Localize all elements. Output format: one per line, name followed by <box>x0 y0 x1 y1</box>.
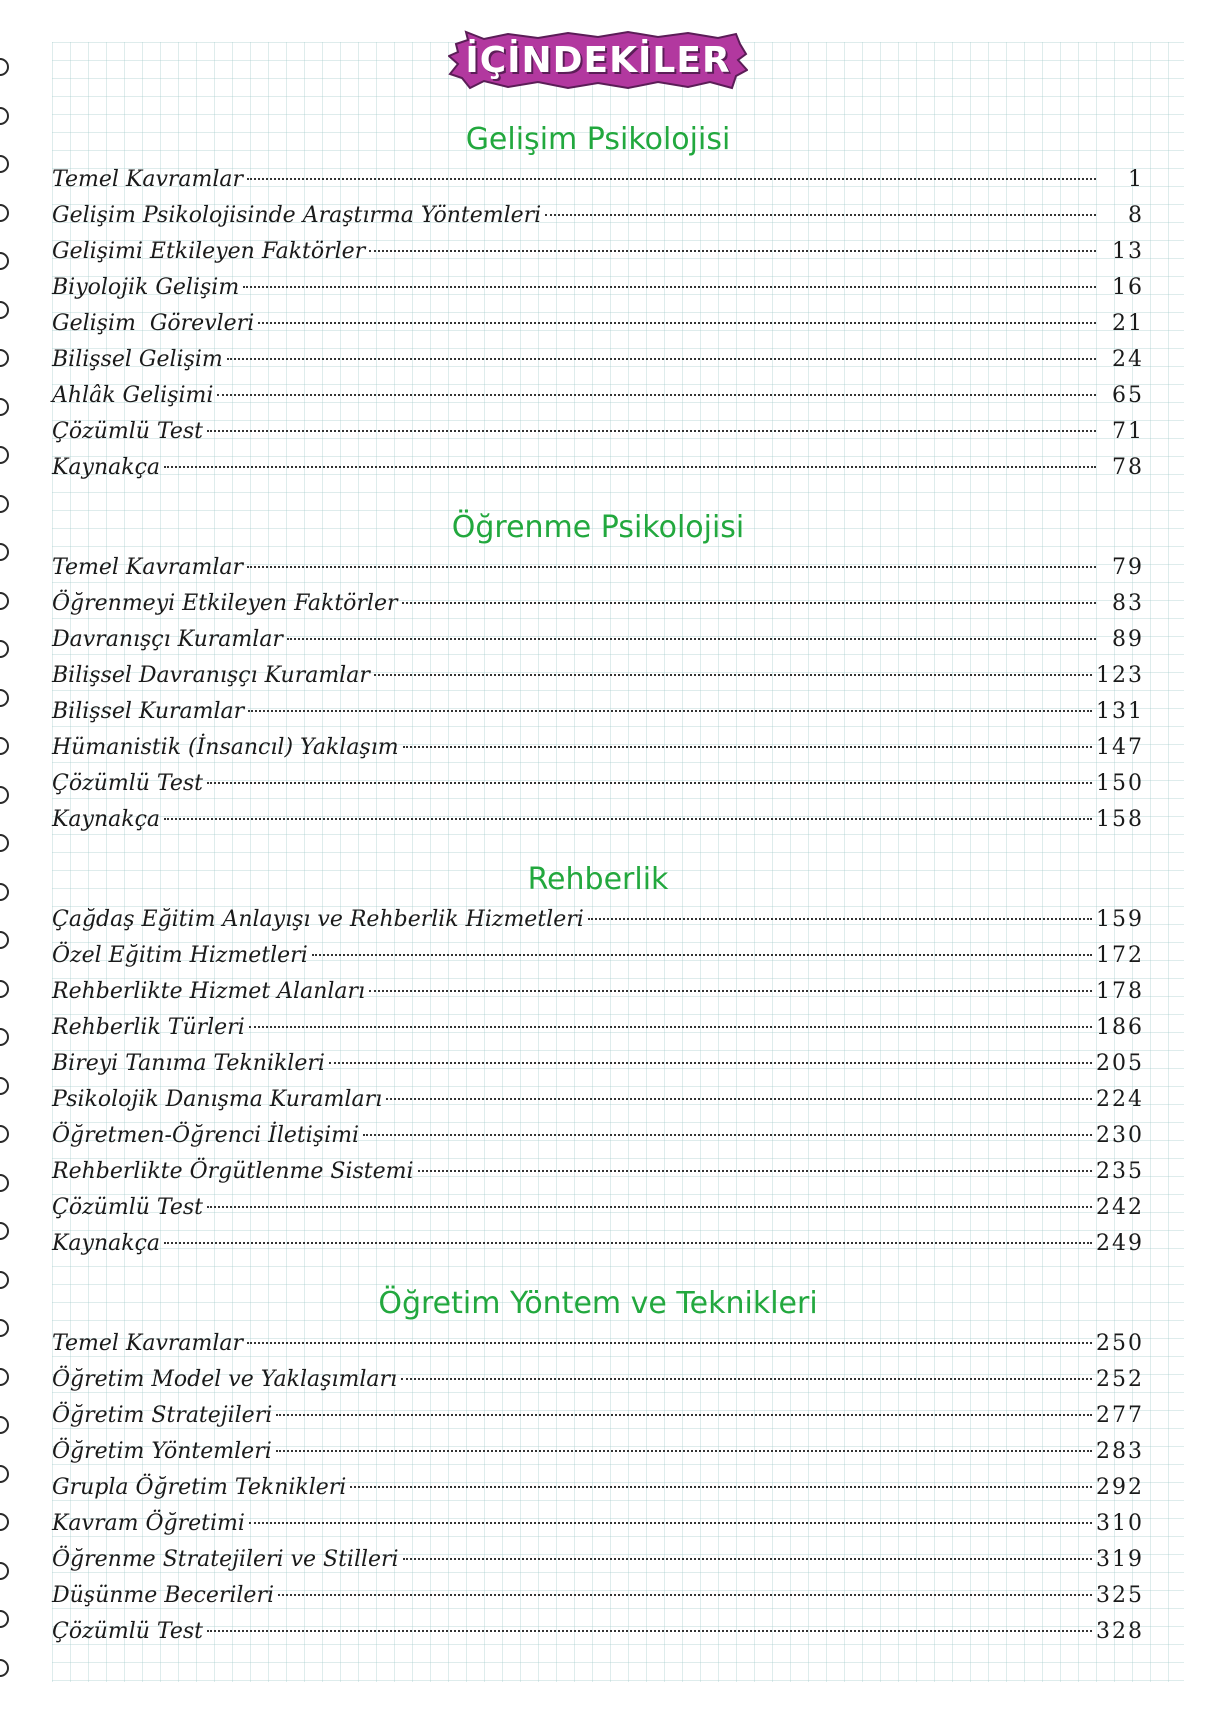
spiral-ring <box>0 155 9 173</box>
toc-entry-page: 158 <box>1096 807 1144 832</box>
toc-entry[interactable] <box>52 1226 1144 1262</box>
toc-entry-title: Bilişsel Kuramlar <box>52 699 245 724</box>
toc-entry[interactable] <box>52 902 1144 938</box>
dot-leader <box>278 1594 1092 1596</box>
dot-leader <box>164 466 1096 468</box>
toc-entry[interactable] <box>52 450 1144 486</box>
section-spacer <box>52 486 1144 496</box>
dot-leader <box>401 1378 1092 1380</box>
toc-entry[interactable] <box>52 1154 1144 1190</box>
dot-leader <box>287 638 1096 640</box>
toc-entry-page: 89 <box>1112 627 1144 652</box>
dot-leader <box>217 394 1096 396</box>
dot-leader <box>207 1630 1092 1632</box>
toc-entry[interactable] <box>52 270 1144 306</box>
toc-entry-page: 230 <box>1096 1123 1144 1148</box>
toc-entry-title: Bireyi Tanıma Teknikleri <box>52 1051 325 1076</box>
dot-leader <box>207 782 1092 784</box>
title-banner <box>448 30 748 90</box>
toc-entry[interactable] <box>52 586 1144 622</box>
spiral-ring <box>0 1028 9 1046</box>
spiral-binding <box>0 0 9 1715</box>
toc-entry-title: Çağdaş Eğitim Anlayışı ve Rehberlik Hizmetleri <box>52 907 584 932</box>
toc-entry-title: Temel Kavramlar <box>52 555 244 580</box>
toc-entry-title: Biyolojik Gelişim <box>52 275 240 300</box>
spiral-ring <box>0 398 9 416</box>
spiral-ring <box>0 1077 9 1095</box>
toc-entry-title: Rehberlikte Örgütlenme Sistemi <box>52 1159 414 1184</box>
toc-entry-page: 186 <box>1096 1015 1144 1040</box>
toc-entry-page: 24 <box>1112 347 1144 372</box>
toc-entry-title: Öğretim Model ve Yaklaşımları <box>52 1367 398 1392</box>
toc-entry-page: 319 <box>1096 1547 1144 1572</box>
toc-entry[interactable] <box>52 1190 1144 1226</box>
dot-leader <box>418 1170 1092 1172</box>
toc-entry-page: 328 <box>1096 1619 1144 1644</box>
toc-entry-title: Çözümlü Test <box>52 771 204 796</box>
spiral-ring <box>0 1222 9 1240</box>
dot-leader <box>248 710 1092 712</box>
toc-entry-page: 310 <box>1096 1511 1144 1536</box>
toc-entry-page: 277 <box>1096 1403 1144 1428</box>
spiral-ring <box>0 107 9 125</box>
dot-leader <box>386 1098 1092 1100</box>
toc-section <box>52 1282 1144 1660</box>
toc-section <box>52 506 1144 848</box>
dot-leader <box>243 286 1096 288</box>
toc-entry-title: Gelişim Görevleri <box>52 311 255 336</box>
section-title: Öğretim Yöntem ve Teknikleri <box>378 1286 818 1321</box>
dot-leader <box>247 566 1096 568</box>
dot-leader <box>374 674 1092 676</box>
toc-entry-page: 13 <box>1112 239 1144 264</box>
spiral-ring <box>0 1513 9 1531</box>
spiral-ring <box>0 543 9 561</box>
dot-leader <box>164 1242 1092 1244</box>
spiral-ring <box>0 1465 9 1483</box>
dot-leader <box>329 1062 1092 1064</box>
spiral-ring <box>0 349 9 367</box>
spiral-ring <box>0 301 9 319</box>
spiral-ring <box>0 1319 9 1337</box>
spiral-ring <box>0 1416 9 1434</box>
dot-leader <box>403 746 1092 748</box>
dot-leader <box>164 818 1092 820</box>
toc-entry-page: 252 <box>1096 1367 1144 1392</box>
toc-entry[interactable] <box>52 974 1144 1010</box>
toc-entry[interactable] <box>52 938 1144 974</box>
spiral-ring <box>0 834 9 852</box>
dot-leader <box>363 1134 1092 1136</box>
toc-entry[interactable] <box>52 1542 1144 1578</box>
toc-entry-page: 131 <box>1096 699 1144 724</box>
toc-entry-title: Çözümlü Test <box>52 1619 204 1644</box>
dot-leader <box>545 214 1096 216</box>
dot-leader <box>207 430 1096 432</box>
spiral-ring <box>0 1610 9 1628</box>
dot-leader <box>227 358 1096 360</box>
toc-entry[interactable] <box>52 234 1144 270</box>
spiral-ring <box>0 640 9 658</box>
toc-entry-page: 242 <box>1096 1195 1144 1220</box>
spiral-ring <box>0 592 9 610</box>
spiral-ring <box>0 1659 9 1677</box>
spiral-ring <box>0 737 9 755</box>
section-title: Rehberlik <box>527 862 669 897</box>
spiral-ring <box>0 1174 9 1192</box>
toc-entry-title: Öğretmen-Öğrenci İletişimi <box>52 1123 360 1148</box>
spiral-ring <box>0 1271 9 1289</box>
toc-entry-page: 8 <box>1128 203 1144 228</box>
toc-entry[interactable] <box>52 1470 1144 1506</box>
toc-entry-page: 224 <box>1096 1087 1144 1112</box>
toc-entry-title: Öğrenme Stratejileri ve Stilleri <box>52 1547 399 1572</box>
dot-leader <box>249 1026 1092 1028</box>
toc-entry[interactable] <box>52 1578 1144 1614</box>
toc-entry[interactable] <box>52 1506 1144 1542</box>
toc-entry[interactable] <box>52 198 1144 234</box>
toc-entry-title: Kavram Öğretimi <box>52 1511 245 1536</box>
toc-entry-title: Gelişim Psikolojisinde Araştırma Yöntemleri <box>52 203 542 228</box>
toc-entry-title: Öğretim Stratejileri <box>52 1403 273 1428</box>
spiral-ring <box>0 446 9 464</box>
toc-entry[interactable] <box>52 1362 1144 1398</box>
toc-entry[interactable] <box>52 622 1144 658</box>
header <box>52 20 1144 108</box>
toc-entry-title: Bilişsel Gelişim <box>52 347 223 372</box>
section-title: Gelişim Psikolojisi <box>465 122 731 157</box>
toc-entry[interactable] <box>52 1118 1144 1154</box>
toc-entry-title: Öğrenmeyi Etkileyen Faktörler <box>52 591 398 616</box>
toc-entry[interactable] <box>52 1434 1144 1470</box>
toc-section <box>52 118 1144 496</box>
dot-leader <box>276 1450 1092 1452</box>
dot-leader <box>588 918 1092 920</box>
spiral-ring <box>0 931 9 949</box>
toc-entry[interactable] <box>52 694 1144 730</box>
toc-entry-page: 147 <box>1096 735 1144 760</box>
toc-entry-title: Kaynakça <box>52 1231 161 1256</box>
dot-leader <box>276 1414 1092 1416</box>
toc-entry-page: 123 <box>1096 663 1144 688</box>
toc-entry-page: 283 <box>1096 1439 1144 1464</box>
spiral-ring <box>0 1562 9 1580</box>
toc-entry-page: 159 <box>1096 907 1144 932</box>
toc-entry-title: Hümanistik (İnsancıl) Yaklaşım <box>52 735 399 760</box>
toc-entry-page: 292 <box>1096 1475 1144 1500</box>
dot-leader <box>403 1558 1092 1560</box>
toc-entry-title: Çözümlü Test <box>52 1195 204 1220</box>
toc-entry[interactable] <box>52 1326 1144 1362</box>
spiral-ring <box>0 1368 9 1386</box>
dot-leader <box>350 1486 1092 1488</box>
toc-entry-page: 65 <box>1112 383 1144 408</box>
toc-entry[interactable] <box>52 1398 1144 1434</box>
toc-entry-page: 150 <box>1096 771 1144 796</box>
toc-entry-title: Grupla Öğretim Teknikleri <box>52 1475 347 1500</box>
toc-entry-title: Gelişimi Etkileyen Faktörler <box>52 239 366 264</box>
toc-entry-title: Rehberlikte Hizmet Alanları <box>52 979 366 1004</box>
toc-entry-page: 1 <box>1128 167 1144 192</box>
spiral-ring <box>0 786 9 804</box>
toc-entry-title: Kaynakça <box>52 455 161 480</box>
toc-entry[interactable] <box>52 378 1144 414</box>
spiral-ring <box>0 495 9 513</box>
toc-entry[interactable] <box>52 162 1144 198</box>
dot-leader <box>249 1522 1092 1524</box>
toc-entry-page: 21 <box>1112 311 1144 336</box>
section-spacer <box>52 1650 1144 1660</box>
dot-leader <box>258 322 1096 324</box>
toc-section <box>52 858 1144 1272</box>
toc-entry[interactable] <box>52 550 1144 586</box>
toc-entry-page: 78 <box>1112 455 1144 480</box>
dot-leader <box>312 954 1092 956</box>
toc-entry-page: 83 <box>1112 591 1144 616</box>
page-title: İÇİNDEKİLER <box>465 39 731 81</box>
toc-entry-page: 325 <box>1096 1583 1144 1608</box>
spiral-ring <box>0 58 9 76</box>
spiral-ring <box>0 1125 9 1143</box>
toc-entry[interactable] <box>52 802 1144 838</box>
section-spacer <box>52 838 1144 848</box>
toc-entry-title: Rehberlik Türleri <box>52 1015 245 1040</box>
toc-entry-title: Düşünme Becerileri <box>52 1583 274 1608</box>
dot-leader <box>207 1206 1092 1208</box>
sections-container <box>52 118 1144 1660</box>
toc-entry-page: 235 <box>1096 1159 1144 1184</box>
toc-entry[interactable] <box>52 306 1144 342</box>
spiral-ring <box>0 883 9 901</box>
toc-entry-title: Psikolojik Danışma Kuramları <box>52 1087 383 1112</box>
toc-entry-page: 205 <box>1096 1051 1144 1076</box>
spiral-ring <box>0 689 9 707</box>
toc-entry[interactable] <box>52 342 1144 378</box>
toc-entry-page: 16 <box>1112 275 1144 300</box>
toc-entry-title: Temel Kavramlar <box>52 1331 244 1356</box>
toc-entry-title: Öğretim Yöntemleri <box>52 1439 272 1464</box>
dot-leader <box>402 602 1097 604</box>
table-of-contents <box>52 20 1144 1660</box>
toc-entry[interactable] <box>52 1082 1144 1118</box>
toc-entry-page: 250 <box>1096 1331 1144 1356</box>
toc-entry-title: Çözümlü Test <box>52 419 204 444</box>
toc-entry[interactable] <box>52 730 1144 766</box>
toc-entry[interactable] <box>52 1010 1144 1046</box>
dot-leader <box>247 1342 1092 1344</box>
spiral-ring <box>0 204 9 222</box>
toc-entry-page: 178 <box>1096 979 1144 1004</box>
toc-entry-page: 172 <box>1096 943 1144 968</box>
section-title: Öğrenme Psikolojisi <box>451 510 745 545</box>
spiral-ring <box>0 980 9 998</box>
toc-entry-page: 249 <box>1096 1231 1144 1256</box>
toc-entry-title: Ahlâk Gelişimi <box>52 383 214 408</box>
toc-entry-title: Temel Kavramlar <box>52 167 244 192</box>
toc-entry-title: Kaynakça <box>52 807 161 832</box>
toc-entry[interactable] <box>52 1614 1144 1650</box>
dot-leader <box>247 178 1096 180</box>
dot-leader <box>369 990 1092 992</box>
toc-entry-page: 71 <box>1112 419 1144 444</box>
toc-entry-title: Davranışçı Kuramlar <box>52 627 283 652</box>
toc-entry[interactable] <box>52 766 1144 802</box>
toc-entry[interactable] <box>52 1046 1144 1082</box>
toc-entry[interactable] <box>52 658 1144 694</box>
toc-entry-title: Özel Eğitim Hizmetleri <box>52 943 308 968</box>
toc-entry-title: Bilişsel Davranışçı Kuramlar <box>52 663 370 688</box>
toc-entry[interactable] <box>52 414 1144 450</box>
spiral-ring <box>0 252 9 270</box>
toc-entry-page: 79 <box>1112 555 1144 580</box>
dot-leader <box>369 250 1096 252</box>
section-spacer <box>52 1262 1144 1272</box>
